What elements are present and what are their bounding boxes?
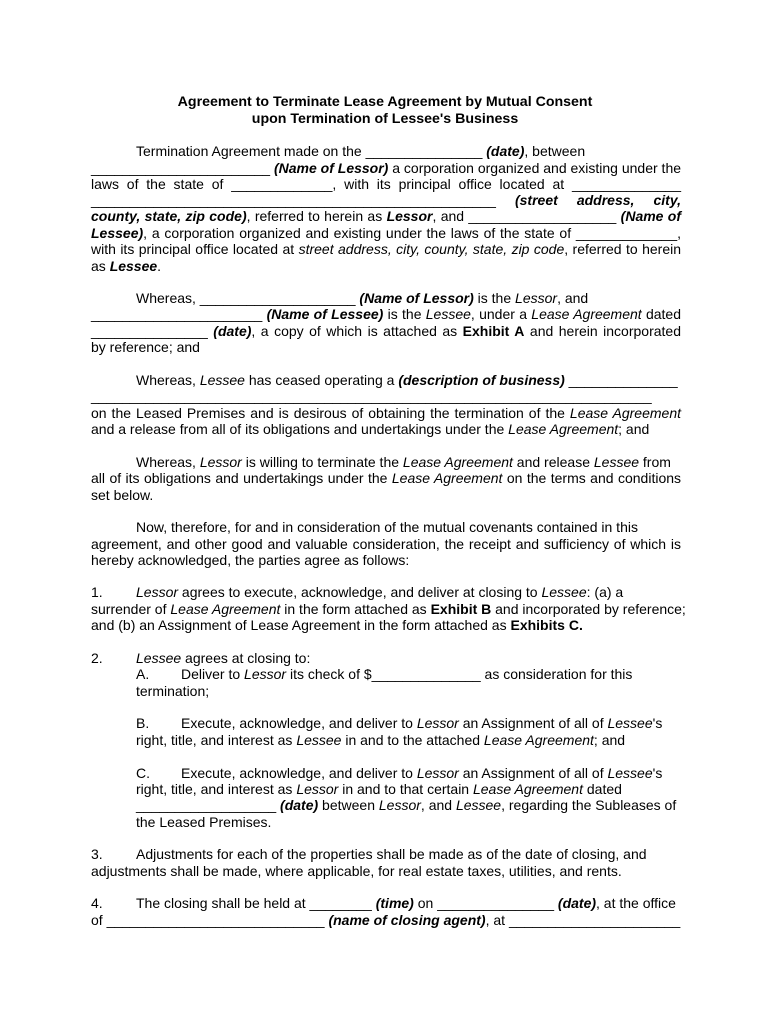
section2-item-b-line-1: B. Execute, acknowledge, and deliver to Lessor an Assignment of all of Lessee's — [136, 715, 663, 731]
para4-line-1: Whereas, Lessor is willing to terminate the Lease Agreement and release Lessee from — [136, 454, 671, 470]
para1-line-7: with its principal office located at street address, city, county, state, zip code, referred to herein — [91, 241, 682, 257]
para2-line-1: Whereas, ____________________ (Name of Lessor) is the Lessor, and — [136, 290, 589, 306]
para4-line-3: set below. — [91, 487, 154, 503]
para1-line-1: Termination Agreement made on the _______________ (date), between — [136, 143, 586, 159]
section3-number: 3. — [91, 846, 103, 862]
para5-line-2: agreement, and other good and valuable consideration, the receipt and sufficiency of which is — [91, 536, 681, 552]
para1-line-2: _______________________ (Name of Lessor) a corporation organized and existing under the — [91, 160, 682, 176]
document-title-line-2: upon Termination of Lessee's Business — [251, 111, 519, 127]
section2-item-c-line-1: C. Execute, acknowledge, and deliver to Lessor an Assignment of all of Lessee's — [136, 765, 663, 781]
section2-item-b-line-2: right, title, and interest as Lessee in and to the attached Lease Agreement; and — [136, 732, 626, 748]
section4-line-2: of ____________________________ (name of closing agent), at ______________________ — [91, 912, 681, 928]
section2-item-a-line-2: termination; — [136, 683, 210, 699]
para1-line-6: Lessee), a corporation organized and existing under the laws of the state of _____________, — [91, 225, 681, 241]
para5-line-1: Now, therefore, for and in consideration of the mutual covenants contained in this — [136, 519, 638, 535]
para3-line-1: Whereas, Lessee has ceased operating a (description of business) ______________ — [136, 372, 678, 388]
section1-line-2: surrender of Lease Agreement in the form attached as Exhibit B and incorporated by reference; — [91, 601, 686, 617]
para3-line-3: on the Leased Premises and is desirous of obtaining the termination of the Lease Agreement — [91, 405, 682, 421]
para4-line-2: all of its obligations and undertakings under the Lease Agreement on the terms and conditions — [91, 470, 682, 486]
section2-number: 2. — [91, 650, 103, 666]
section2-line-1: 2. Lessee agrees at closing to: — [91, 650, 311, 666]
section3-line-1: 3. Adjustments for each of the properties shall be made as of the date of closing, and — [91, 846, 647, 862]
section1-line-3: and (b) an Assignment of Lease Agreement in the form attached as Exhibits C. — [91, 617, 583, 633]
para2-line-2: ______________________ (Name of Lessee) is the Lessee, under a Lease Agreement dated — [91, 306, 682, 322]
item-a-label: A. — [136, 666, 150, 682]
para2-line-3: _______________ (date), a copy of which is attached as Exhibit A and herein incorporated — [91, 323, 681, 339]
section2-item-c-line-4: the Leased Premises. — [136, 814, 272, 830]
para1-line-5: county, state, zip code), referred to herein as Lessor, and ___________________ (Name of — [91, 208, 682, 224]
section1-line-1: 1. Lessor agrees to execute, acknowledge, and deliver at closing to Lessee: (a) a — [91, 584, 624, 600]
para1-line-8: as Lessee. — [91, 258, 162, 274]
section2-item-a-line-1: A. Deliver to Lessor its check of $______________ as consideration for this — [136, 666, 633, 682]
section1-number: 1. — [91, 584, 103, 600]
para2-line-4: by reference; and — [91, 339, 200, 355]
document-title-line-1: Agreement to Terminate Lease Agreement by Mutual Consent — [177, 94, 593, 110]
para3-line-2: ________________________________________________________________________ — [91, 388, 652, 404]
section2-item-c-line-3: __________________ (date) between Lessor, and Lessee, regarding the Subleases of — [136, 797, 677, 813]
para1-line-3: laws of the state of _____________, with its principal office located at ______________ — [91, 176, 681, 192]
section2-item-c-line-2: right, title, and interest as Lessor in and to that certain Lease Agreement dated — [136, 781, 622, 797]
para1-line-4: ____________________________________________________ (street address, city, — [91, 192, 681, 208]
section4-number: 4. — [91, 895, 103, 911]
item-c-label: C. — [136, 765, 150, 781]
para3-line-4: and a release from all of its obligations and undertakings under the Lease Agreement; and — [91, 421, 650, 437]
section4-line-1: 4. The closing shall be held at ________ (time) on _______________ (date), at the office — [91, 895, 676, 911]
para5-line-3: hereby acknowledged, the parties agree as follows: — [91, 552, 410, 568]
item-b-label: B. — [136, 715, 150, 731]
section3-line-2: adjustments shall be made, where applicable, for real estate taxes, utilities, and rents. — [91, 863, 622, 879]
